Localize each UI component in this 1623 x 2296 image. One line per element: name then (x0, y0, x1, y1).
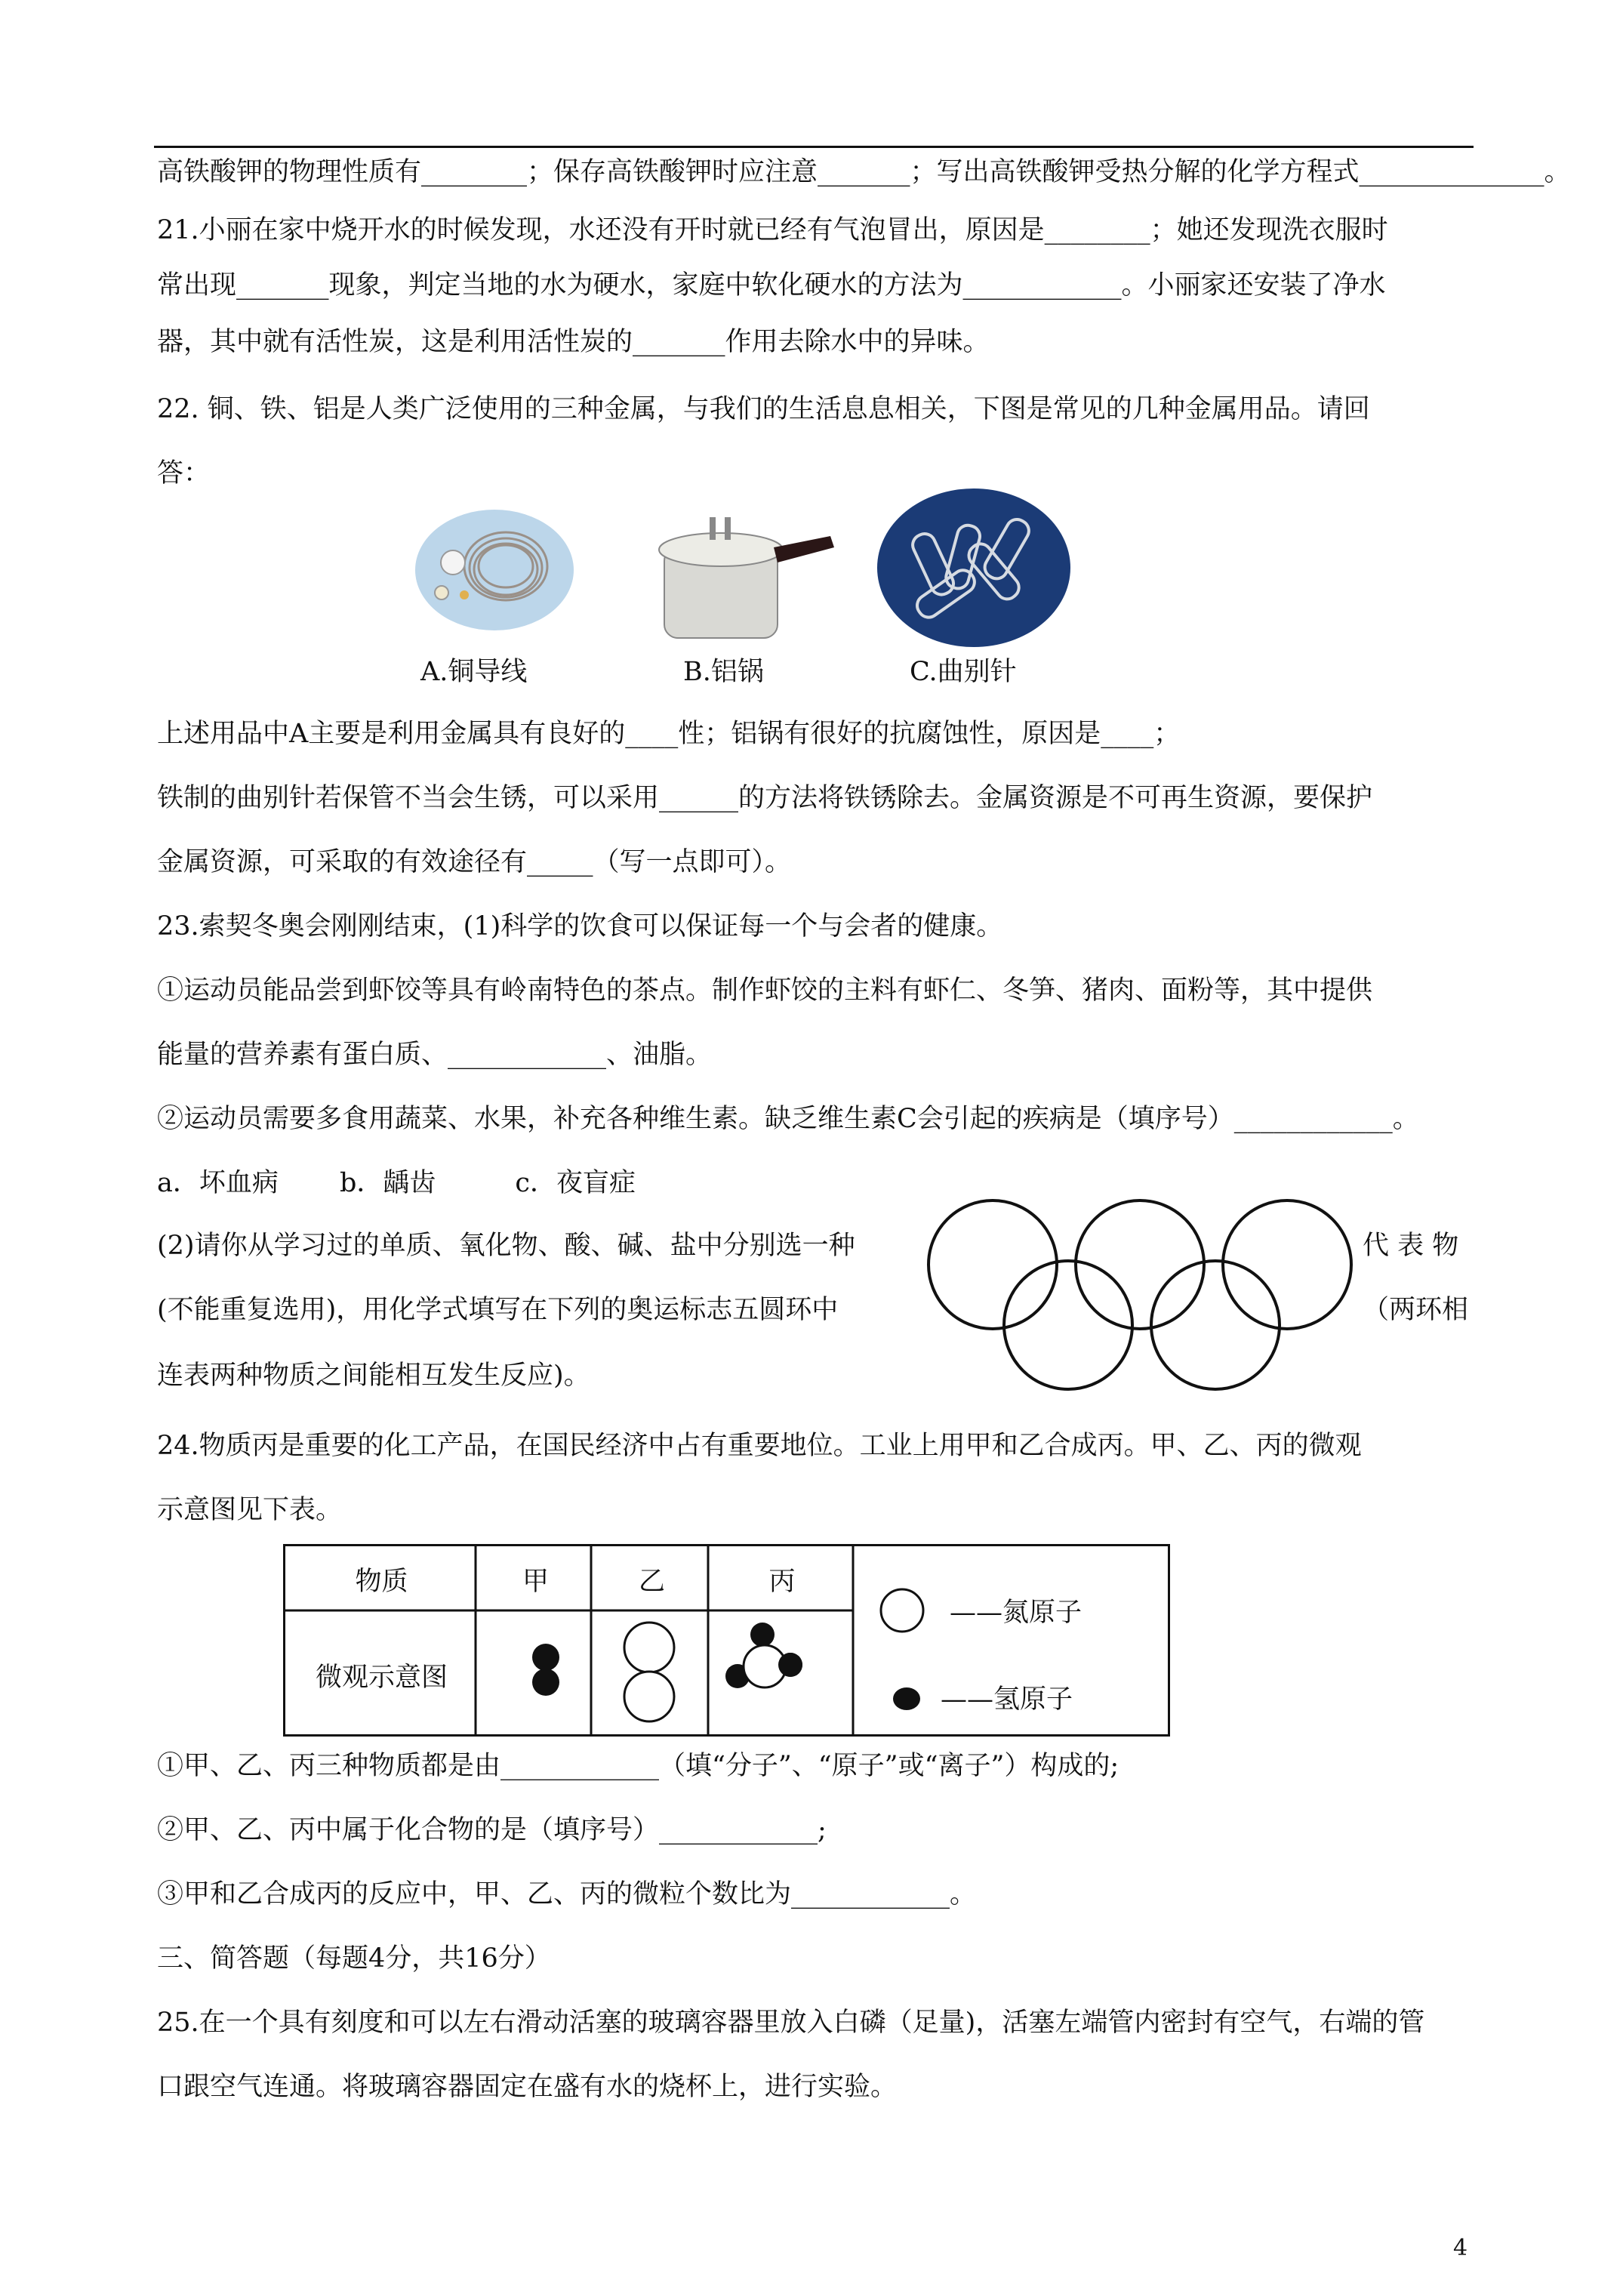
text-line: 金属资源，可采取的有效途径有_____（写一点即可）。 (157, 847, 792, 877)
text-line: 器，其中就有活性炭，这是利用活性炭的_______作用去除水中的异味。 (157, 327, 990, 357)
n2-atom-1 (624, 1623, 674, 1672)
caption-b: B.铝锅 (683, 657, 764, 687)
caption-a: A.铜导线 (420, 657, 528, 687)
h2-atom-2 (532, 1669, 559, 1696)
nh3-h-1 (750, 1623, 775, 1647)
header-rule (154, 146, 1474, 148)
question-21: 21.小丽在家中烧开水的时候发现，水还没有开时就已经有气泡冒出，原因是________；她还发现洗衣服时 (157, 215, 1388, 245)
copper-wire-image (411, 506, 577, 634)
text-line: 铁制的曲别针若保管不当会生锈，可以采用______的方法将铁锈除去。金属资源是不可再生资源，要保护 (157, 783, 1373, 813)
text-line: ①运动员能品尝到虾饺等具有岭南特色的茶点。制作虾饺的主料有虾仁、冬笋、猪肉、面粉等，其中提供 (157, 975, 1373, 1006)
ring-2 (1076, 1200, 1204, 1329)
ring-4 (1004, 1261, 1132, 1389)
olympic-rings-diagram (917, 1189, 1355, 1393)
text-line: (2)请你从学习过的单质、氧化物、酸、碱、盐中分别选一种 (157, 1231, 855, 1261)
ring-5 (1151, 1261, 1280, 1389)
caption-c: C.曲别针 (910, 657, 1017, 687)
n2-atom-2 (624, 1672, 674, 1721)
question-22: 22. 铜、铁、铝是人类广泛使用的三种金属，与我们的生活息息相关，下图是常见的几种金属用品。请回 (157, 394, 1370, 424)
th-substance: 物质 (355, 1567, 408, 1597)
text-line: 示意图见下表。 (157, 1495, 343, 1525)
h2-atom-1 (532, 1644, 559, 1671)
text-line: ②运动员需要多食用蔬菜、水果，补充各种维生素。缺乏维生素C会引起的疾病是（填序号）____________。 (157, 1104, 1419, 1134)
text-line: 口跟空气连通。将玻璃容器固定在盛有水的烧杯上，进行实验。 (157, 2072, 898, 2102)
text-line: 常出现_______现象，判定当地的水为硬水，家庭中软化硬水的方法为____________。小丽家还安装了净水 (157, 270, 1386, 300)
page-number: 4 (1453, 2235, 1468, 2261)
legend-h-icon (893, 1687, 920, 1710)
text-line: 连表两种物质之间能相互发生反应)。 (157, 1361, 590, 1391)
legend-n-icon (881, 1589, 923, 1632)
question-23: 23.索契冬奥会刚刚结束，(1)科学的饮食可以保证每一个与会者的健康。 (157, 911, 1003, 942)
ring-3 (1223, 1200, 1351, 1329)
ring-1 (929, 1200, 1057, 1329)
legend-n-label: ——氮原子 (950, 1598, 1083, 1628)
question-24: 24.物质丙是重要的化工产品，在国民经济中占有重要地位。工业上用甲和乙合成丙。甲、乙、丙的微观 (157, 1431, 1362, 1461)
th-jia: 甲 (522, 1567, 549, 1597)
text-line: (不能重复选用)，用化学式填写在下列的奥运标志五圆环中 (157, 1295, 839, 1325)
legend-h-label: ——氢原子 (941, 1684, 1073, 1715)
text-line: 答： (157, 458, 211, 488)
aluminum-pot-image (649, 506, 838, 646)
micro-structure-table (283, 1544, 1170, 1737)
th-yi: 乙 (638, 1567, 665, 1597)
text-line: ③甲和乙合成丙的反应中，甲、乙、丙的微粒个数比为____________。 (157, 1879, 977, 1909)
options-line: a．坏血病 b．龋齿 c．夜盲症 (157, 1168, 636, 1198)
text-line: 能量的营养素有蛋白质、____________、油脂。 (157, 1040, 713, 1070)
text-line: 高铁酸钾的物理性质有________；保存高铁酸钾时应注意_______；写出高铁酸钾受热分解的化学方程式______________。 (157, 157, 1571, 187)
row-label: 微观示意图 (315, 1662, 448, 1693)
th-bing: 丙 (768, 1567, 796, 1597)
text-line: （两环相 (1363, 1295, 1469, 1325)
text-line: ①甲、乙、丙三种物质都是由____________（填“分子”、“原子”或“离子”）构成的; (157, 1751, 1119, 1781)
section-heading: 三、简答题（每题4分，共16分） (157, 1943, 551, 1974)
paper-clips-image (876, 487, 1072, 649)
text-line: 代 表 物 (1363, 1231, 1459, 1261)
text-line: ②甲、乙、丙中属于化合物的是（填序号）____________; (157, 1815, 827, 1845)
question-25: 25.在一个具有刻度和可以左右滑动活塞的玻璃容器里放入白磷（足量)，活塞左端管内密封有空气，右端的管 (157, 2008, 1425, 2038)
text-line: 上述用品中A主要是利用金属具有良好的____性；铝锅有很好的抗腐蚀性，原因是____； (157, 719, 1181, 749)
